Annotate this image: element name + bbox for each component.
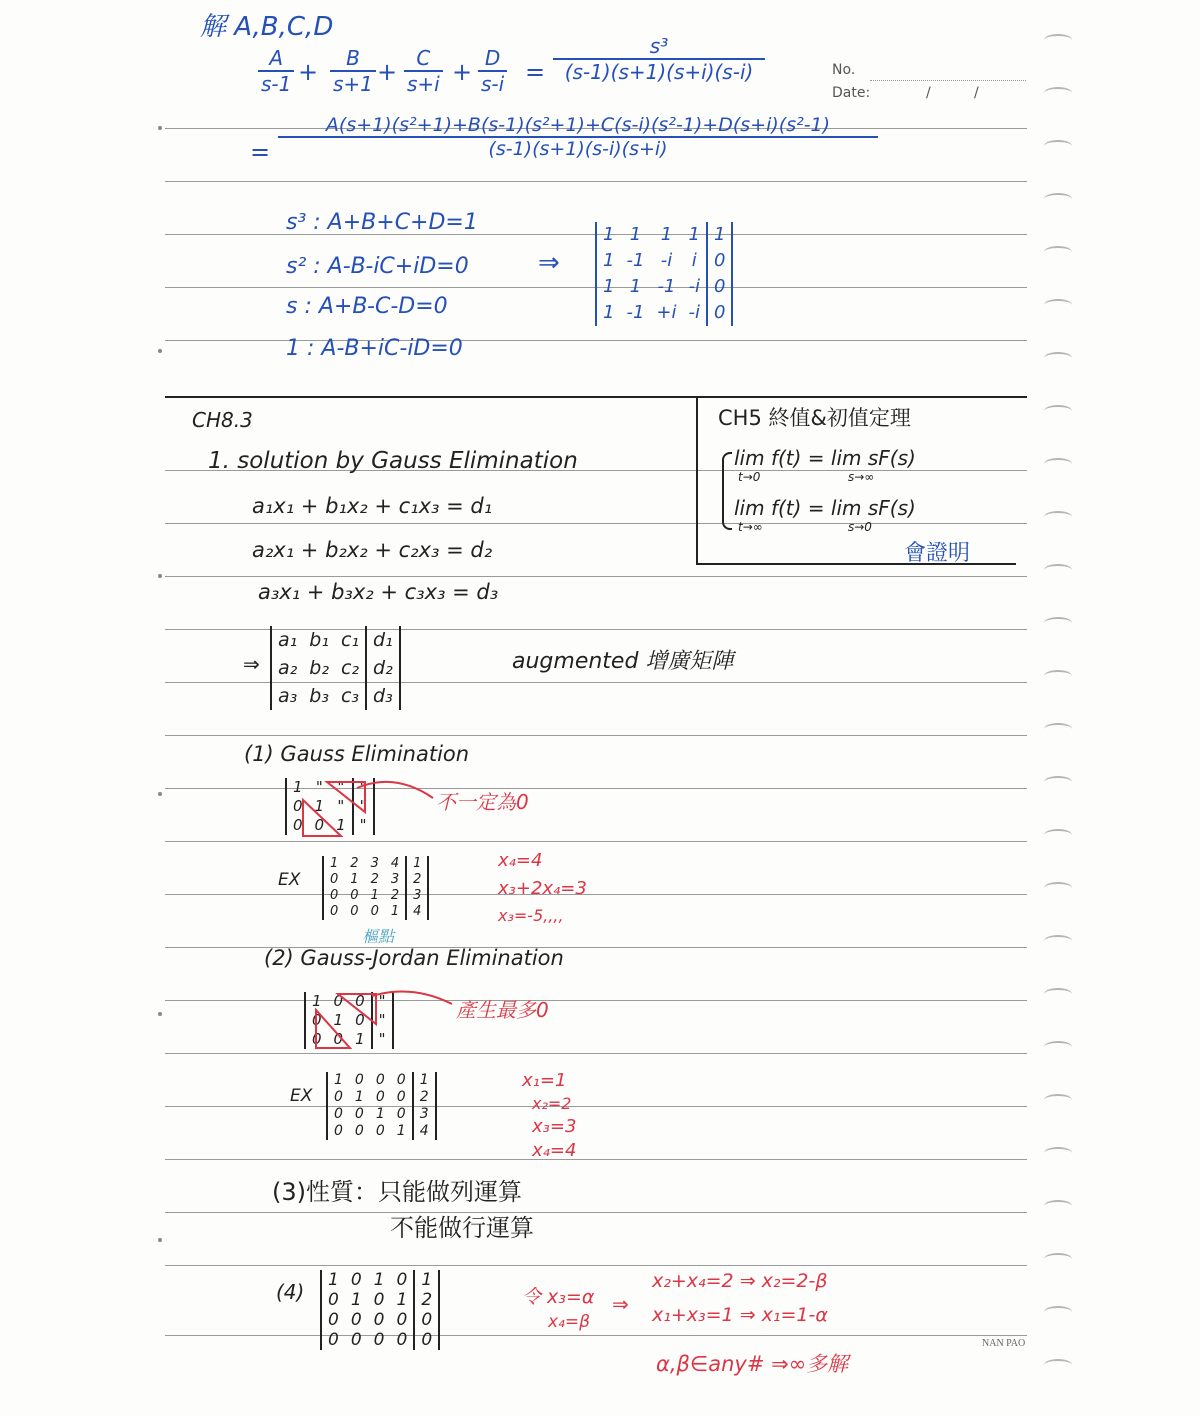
ruled-line bbox=[165, 1159, 1027, 1160]
binder-ring bbox=[1044, 1253, 1072, 1265]
ch5-limit-subscript: t→0 bbox=[738, 470, 761, 484]
binder-ring bbox=[1044, 882, 1072, 894]
ch5-limit-line: lim f(t) = lim sF(s) bbox=[734, 446, 916, 470]
matrix-row bbox=[322, 1330, 438, 1350]
matrix-cell: 1 bbox=[660, 224, 673, 245]
matrix-cell: 0 bbox=[373, 1310, 385, 1330]
matrix-cell: 0 bbox=[333, 992, 344, 1010]
matrix-cell: b₂ bbox=[309, 657, 329, 679]
ruled-line bbox=[165, 181, 1027, 182]
implies-arrow: ⇒ bbox=[538, 248, 560, 278]
matrix-cell: +i bbox=[656, 302, 677, 323]
matrix-cell: a₃ bbox=[278, 685, 298, 707]
binder-ring bbox=[1044, 511, 1072, 523]
matrix-cell: 1 bbox=[603, 302, 615, 323]
matrix-cell: 0 bbox=[373, 1290, 385, 1310]
matrix-cell: a₂ bbox=[278, 657, 298, 679]
matrix-cell: " bbox=[353, 797, 373, 816]
matrix-row bbox=[324, 904, 427, 920]
matrix-cell: 1 bbox=[413, 1072, 435, 1089]
matrix-cell: 0 bbox=[354, 1072, 364, 1088]
binder-ring bbox=[1044, 1147, 1072, 1159]
equals-sign: = bbox=[250, 138, 271, 166]
matrix-table bbox=[328, 1072, 435, 1140]
binder-ring bbox=[1044, 776, 1072, 788]
date-separator: / bbox=[974, 85, 979, 101]
gauss-example-matrix bbox=[322, 856, 429, 920]
matrix-cell: -1 bbox=[626, 302, 645, 323]
no-label: No. bbox=[832, 62, 856, 78]
matrix-cell: 2 bbox=[413, 1089, 435, 1106]
matrix-row bbox=[597, 222, 731, 248]
ch5-box-left-border bbox=[696, 396, 698, 564]
section-divider bbox=[165, 396, 1027, 398]
matrix-cell: 1 bbox=[334, 1072, 343, 1088]
matrix-row bbox=[322, 1270, 438, 1290]
matrix-cell: 0 bbox=[396, 1089, 406, 1105]
matrix-row bbox=[328, 1123, 435, 1140]
matrix-cell: i bbox=[691, 250, 697, 271]
matrix-cell: 0 bbox=[396, 1330, 408, 1350]
matrix-cell: 1 bbox=[312, 992, 322, 1010]
matrix-cell: " bbox=[353, 778, 373, 797]
matrix-cell: 1 bbox=[390, 904, 400, 919]
margin-dot bbox=[158, 1012, 162, 1016]
matrix-cell: 1 bbox=[603, 250, 615, 271]
gauss-annotation-marks bbox=[295, 778, 445, 840]
ruled-line bbox=[165, 1053, 1027, 1054]
property-line-1: (3)性質：只能做列運算 bbox=[272, 1178, 522, 1206]
matrix-cell: " bbox=[372, 992, 392, 1011]
matrix-cell: 3 bbox=[413, 1106, 435, 1123]
plus-sign: + bbox=[377, 58, 398, 86]
matrix-cell: 1 bbox=[333, 1011, 344, 1029]
augmented-matrix bbox=[270, 626, 401, 710]
matrix-cell: 1 bbox=[375, 1106, 385, 1122]
matrix-row bbox=[328, 1072, 435, 1089]
matrix-row bbox=[597, 248, 731, 274]
matrix-cell: b₁ bbox=[309, 629, 329, 651]
ruled-line bbox=[165, 523, 1027, 524]
matrix-cell: " bbox=[337, 778, 345, 796]
fraction-denominator: (s-1)(s+1)(s-i)(s+i) bbox=[488, 138, 668, 160]
section-title: 1. solution by Gauss Elimination bbox=[208, 448, 578, 474]
matrix-cell: 0 bbox=[328, 1330, 339, 1350]
matrix-row bbox=[272, 682, 399, 710]
matrix-cell: 0 bbox=[350, 1330, 362, 1350]
matrix-cell: 0 bbox=[312, 1011, 322, 1029]
fraction-denominator: s+1 bbox=[333, 72, 373, 96]
matrix-row bbox=[272, 626, 399, 654]
matrix-cell: 0 bbox=[414, 1330, 438, 1350]
implies-arrow: ⇒ bbox=[612, 1292, 629, 1316]
ruled-line bbox=[165, 1335, 1027, 1336]
ch5-note: 會證明 bbox=[904, 541, 971, 566]
matrix-cell: 3 bbox=[370, 856, 379, 871]
matrix-cell: 1 bbox=[707, 222, 731, 248]
gauss-jordan-example-note: x₃=3 bbox=[532, 1116, 577, 1137]
matrix-cell: 3 bbox=[406, 888, 427, 904]
fraction-numerator: C bbox=[404, 46, 443, 72]
fraction-denominator: s+i bbox=[407, 72, 440, 96]
ch5-limit-subscript: t→∞ bbox=[738, 520, 763, 534]
gauss-example-note: x₃+2x₄=3 bbox=[498, 878, 587, 899]
chapter-heading: CH8.3 bbox=[192, 408, 253, 432]
conclusion-line: α,β∈any# ⇒∞多解 bbox=[656, 1352, 849, 1376]
matrix-cell: a₁ bbox=[278, 629, 298, 651]
binder-ring bbox=[1044, 1041, 1072, 1053]
binder-ring bbox=[1044, 1306, 1072, 1318]
matrix-row bbox=[322, 1310, 438, 1330]
matrix-cell: " bbox=[372, 1030, 392, 1049]
matrix-row bbox=[597, 274, 731, 300]
matrix-cell: b₃ bbox=[309, 685, 329, 707]
margin-dot bbox=[158, 792, 162, 796]
ch5-brace bbox=[722, 452, 732, 530]
margin-dot bbox=[158, 1238, 162, 1242]
solve-title: 解 A,B,C,D bbox=[200, 12, 334, 42]
matrix-table bbox=[272, 626, 399, 710]
matrix-cell: 0 bbox=[312, 1030, 322, 1048]
matrix-cell: 0 bbox=[293, 816, 303, 834]
plus-sign: + bbox=[452, 58, 473, 86]
gauss-jordan-title: (2) Gauss-Jordan Elimination bbox=[264, 946, 564, 970]
fraction-rhs bbox=[553, 34, 765, 84]
gauss-jordan-example-note: x₁=1 bbox=[522, 1070, 567, 1091]
matrix-cell: 0 bbox=[375, 1089, 385, 1105]
matrix-cell: 0 bbox=[396, 1072, 406, 1088]
matrix-cell: 4 bbox=[390, 856, 400, 871]
matrix-row bbox=[328, 1106, 435, 1123]
gauss-title: (1) Gauss Elimination bbox=[244, 742, 470, 766]
no-underline bbox=[870, 80, 1026, 81]
binder-ring bbox=[1044, 458, 1072, 470]
binder-ring bbox=[1044, 988, 1072, 1000]
ruled-line bbox=[165, 841, 1027, 842]
binder-ring bbox=[1044, 1094, 1072, 1106]
ruled-line bbox=[165, 1106, 1027, 1107]
gauss-note: 不一定為0 bbox=[436, 790, 529, 814]
matrix-cell: 0 bbox=[330, 872, 339, 887]
fraction-numerator: s³ bbox=[553, 34, 765, 60]
matrix-cell: 0 bbox=[707, 300, 731, 326]
system-equation: 1 : A-B+iC-iD=0 bbox=[286, 336, 463, 361]
matrix-row bbox=[322, 1290, 438, 1310]
matrix-cell: 1 bbox=[688, 224, 700, 245]
matrix-cell: 1 bbox=[603, 224, 615, 245]
matrix-cell: 0 bbox=[355, 1011, 365, 1029]
matrix-cell: 1 bbox=[330, 856, 339, 871]
matrix-table bbox=[324, 856, 427, 920]
matrix-cell: " bbox=[337, 797, 345, 815]
matrix-row bbox=[324, 888, 427, 904]
matrix-table bbox=[597, 222, 731, 326]
binder-ring bbox=[1044, 670, 1072, 682]
fraction-denominator: s-i bbox=[481, 72, 505, 96]
fraction-numerator: A(s+1)(s²+1)+B(s-1)(s²+1)+C(s-i)(s²-1)+D(s+i)(s²-1) bbox=[278, 114, 878, 138]
matrix-cell: 1 bbox=[336, 816, 346, 834]
ch5-title: CH5 終值&初值定理 bbox=[718, 406, 911, 430]
matrix-cell: 1 bbox=[350, 872, 359, 887]
binder-ring bbox=[1044, 193, 1072, 205]
margin-dot bbox=[158, 574, 162, 578]
binder-ring bbox=[1044, 246, 1072, 258]
matrix-cell: 3 bbox=[390, 872, 400, 887]
fraction-numerator: B bbox=[330, 46, 376, 72]
binder-ring bbox=[1044, 1359, 1072, 1371]
brand-mark: NAN PAO bbox=[982, 1338, 1026, 1349]
system-equation: s² : A-B-iC+iD=0 bbox=[286, 254, 469, 279]
gauss-example-note: x₄=4 bbox=[498, 850, 543, 871]
ruled-line bbox=[165, 894, 1027, 895]
matrix-row bbox=[324, 856, 427, 872]
matrix-cell: " bbox=[372, 1011, 392, 1030]
binder-ring bbox=[1044, 299, 1072, 311]
ruled-line bbox=[165, 735, 1027, 736]
matrix-table bbox=[322, 1270, 438, 1350]
implies-arrow: ⇒ bbox=[243, 652, 260, 676]
gauss-jordan-example-note: x₄=4 bbox=[532, 1140, 577, 1161]
matrix-cell: " bbox=[315, 778, 323, 796]
gauss-example-note: x₃=-5,,,, bbox=[498, 906, 564, 925]
pivot-note: 樞點 bbox=[362, 927, 395, 946]
ch5-limit-subscript: s→0 bbox=[848, 520, 872, 534]
matrix-cell: 4 bbox=[413, 1123, 435, 1140]
combined-fraction bbox=[278, 114, 878, 160]
fraction-c bbox=[404, 46, 443, 96]
plus-sign: + bbox=[298, 58, 319, 86]
matrix-cell: d₃ bbox=[366, 682, 399, 710]
matrix-row bbox=[328, 1089, 435, 1106]
coefficient-matrix bbox=[595, 222, 733, 326]
ch5-limit-subscript: s→∞ bbox=[848, 470, 875, 484]
binder-ring bbox=[1044, 87, 1072, 99]
matrix-cell: 0 bbox=[375, 1123, 385, 1139]
ruled-line bbox=[165, 1000, 1027, 1001]
fraction-numerator: D bbox=[478, 46, 507, 72]
fraction-a bbox=[258, 46, 294, 96]
matrix-cell: 1 bbox=[355, 1030, 365, 1048]
matrix-cell: 4 bbox=[406, 904, 427, 920]
matrix-cell: 0 bbox=[350, 1270, 362, 1290]
matrix-cell: 1 bbox=[354, 1089, 364, 1105]
matrix-cell: 0 bbox=[396, 1106, 406, 1122]
matrix-row bbox=[272, 654, 399, 682]
matrix-cell: 2 bbox=[414, 1290, 438, 1310]
matrix-row bbox=[597, 300, 731, 326]
matrix-cell: -i bbox=[688, 276, 700, 297]
fraction-b bbox=[330, 46, 376, 96]
matrix-cell: 0 bbox=[355, 992, 365, 1010]
matrix-cell: 1 bbox=[373, 1270, 385, 1290]
fraction-d bbox=[478, 46, 507, 96]
let-statement: 令 x₃=α bbox=[522, 1286, 595, 1308]
matrix-cell: 0 bbox=[350, 1310, 362, 1330]
matrix-cell: 0 bbox=[373, 1330, 385, 1350]
let-statement: x₄=β bbox=[548, 1312, 590, 1332]
matrix-cell: 2 bbox=[370, 872, 379, 887]
linear-equation: a₂x₁ + b₂x₂ + c₂x₃ = d₂ bbox=[252, 538, 493, 562]
augmented-label: augmented 增廣矩陣 bbox=[512, 649, 734, 674]
date-separator: / bbox=[926, 85, 931, 101]
matrix-cell: 0 bbox=[354, 1123, 364, 1139]
binder-ring bbox=[1044, 829, 1072, 841]
matrix-cell: 1 bbox=[396, 1290, 408, 1310]
matrix-cell: 0 bbox=[328, 1310, 339, 1330]
binder-ring bbox=[1044, 564, 1072, 576]
matrix-cell: 1 bbox=[406, 856, 427, 872]
gauss-jordan-example-matrix bbox=[326, 1072, 437, 1140]
gauss-jordan-note: 產生最多0 bbox=[456, 998, 549, 1022]
equals-sign: = bbox=[525, 58, 546, 86]
matrix-cell: 0 bbox=[707, 248, 731, 274]
matrix-cell: 2 bbox=[350, 856, 359, 871]
system-equation: s : A+B-C-D=0 bbox=[286, 294, 448, 319]
item-4-label: (4) bbox=[276, 1280, 305, 1304]
matrix-cell: 1 bbox=[350, 1290, 362, 1310]
ruled-line bbox=[165, 1212, 1027, 1213]
margin-dot bbox=[158, 126, 162, 130]
matrix-cell: -i bbox=[660, 250, 673, 271]
linear-equation: a₁x₁ + b₁x₂ + c₁x₃ = d₁ bbox=[252, 494, 493, 518]
matrix-cell: 1 bbox=[293, 778, 303, 796]
ruled-line bbox=[165, 1265, 1027, 1266]
matrix-cell: 2 bbox=[390, 888, 400, 903]
matrix-cell: 0 bbox=[334, 1089, 343, 1105]
matrix-cell: 1 bbox=[396, 1123, 406, 1139]
matrix-cell: 0 bbox=[707, 274, 731, 300]
binder-ring bbox=[1044, 34, 1072, 46]
matrix-cell: " bbox=[353, 816, 373, 835]
matrix-cell: c₂ bbox=[340, 657, 360, 679]
fraction-denominator: (s-1)(s+1)(s+i)(s-i) bbox=[564, 60, 754, 84]
matrix-cell: 2 bbox=[406, 872, 427, 888]
binder-ring bbox=[1044, 1200, 1072, 1212]
matrix-cell: 0 bbox=[293, 797, 303, 815]
margin-dot bbox=[158, 349, 162, 353]
fraction-denominator: s-1 bbox=[261, 72, 292, 96]
matrix-cell: 0 bbox=[370, 904, 379, 919]
property-line-2: 不能做行運算 bbox=[390, 1214, 534, 1242]
gauss-jordan-example-note: x₂=2 bbox=[532, 1094, 572, 1113]
matrix-cell: 1 bbox=[414, 1270, 438, 1290]
matrix-cell: c₁ bbox=[340, 629, 360, 651]
example-label: EX bbox=[278, 870, 301, 890]
matrix-cell: 0 bbox=[334, 1106, 343, 1122]
matrix-cell: 0 bbox=[375, 1072, 385, 1088]
matrix-cell: 0 bbox=[396, 1310, 408, 1330]
system-equation: s³ : A+B+C+D=1 bbox=[286, 210, 478, 235]
fraction-numerator: A bbox=[258, 46, 294, 72]
matrix-cell: d₁ bbox=[366, 626, 399, 654]
matrix-cell: 0 bbox=[333, 1030, 344, 1048]
matrix-cell: -i bbox=[688, 302, 700, 323]
matrix-cell: 0 bbox=[330, 904, 339, 919]
matrix-row bbox=[324, 872, 427, 888]
matrix-cell: 1 bbox=[629, 276, 642, 297]
matrix-cell: 1 bbox=[314, 797, 325, 815]
matrix-cell: c₃ bbox=[340, 685, 360, 707]
binder-ring bbox=[1044, 140, 1072, 152]
date-label: Date: bbox=[832, 85, 871, 101]
ruled-line bbox=[165, 576, 1027, 577]
matrix-cell: 1 bbox=[603, 276, 615, 297]
example-label: EX bbox=[290, 1086, 313, 1106]
matrix-cell: 0 bbox=[396, 1270, 408, 1290]
matrix-cell: 1 bbox=[328, 1270, 339, 1290]
binder-ring bbox=[1044, 935, 1072, 947]
gauss-jordan-annotation-marks bbox=[312, 990, 462, 1052]
binder-ring bbox=[1044, 405, 1072, 417]
matrix-cell: 0 bbox=[414, 1310, 438, 1330]
ch5-limit-line: lim f(t) = lim sF(s) bbox=[734, 496, 916, 520]
matrix-cell: 0 bbox=[328, 1290, 339, 1310]
matrix-cell: -1 bbox=[626, 250, 645, 271]
matrix-cell: 0 bbox=[330, 888, 339, 903]
matrix-cell: 0 bbox=[350, 888, 359, 903]
matrix-cell: 1 bbox=[629, 224, 642, 245]
binder-ring bbox=[1044, 723, 1072, 735]
matrix-cell: 0 bbox=[334, 1123, 343, 1139]
matrix-cell: 0 bbox=[314, 816, 325, 834]
binder-ring bbox=[1044, 617, 1072, 629]
item-4-matrix bbox=[320, 1270, 440, 1350]
matrix-cell: 1 bbox=[370, 888, 379, 903]
matrix-cell: -1 bbox=[657, 276, 676, 297]
matrix-cell: 0 bbox=[350, 904, 359, 919]
matrix-cell: 0 bbox=[354, 1106, 364, 1122]
solution-line: x₁+x₃=1 ⇒ x₁=1-α bbox=[652, 1304, 828, 1326]
matrix-cell: d₂ bbox=[366, 654, 399, 682]
linear-equation: a₃x₁ + b₃x₂ + c₃x₃ = d₃ bbox=[258, 580, 499, 604]
solution-line: x₂+x₄=2 ⇒ x₂=2-β bbox=[652, 1270, 828, 1292]
binder-ring bbox=[1044, 352, 1072, 364]
